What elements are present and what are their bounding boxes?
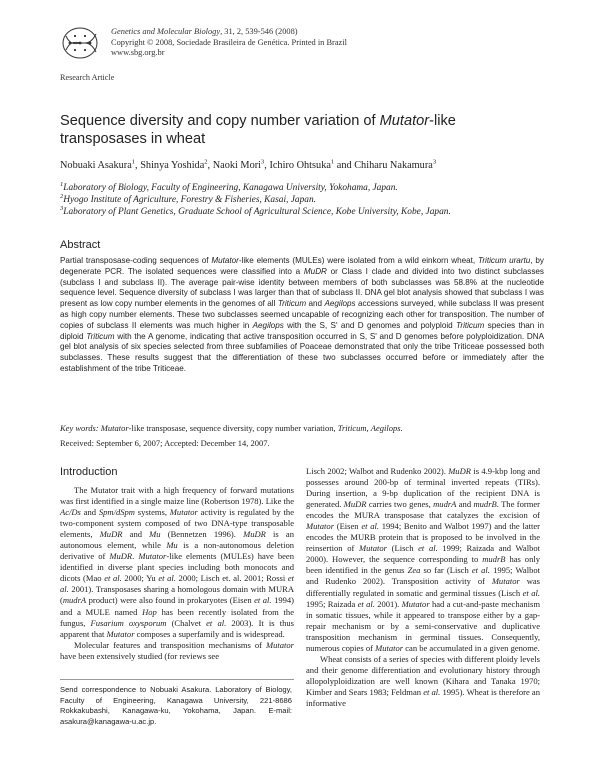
italic-term: Mutator bbox=[306, 521, 335, 532]
text-run: 1994; Benito and Walbot 1997) and the latter encodes the MURB protein that is proposed to be involved in the reinsertion of bbox=[306, 521, 541, 554]
author-affiliation-mark: 3 bbox=[261, 158, 265, 166]
body-paragraph bbox=[60, 640, 294, 662]
text-run: or Class I clade and divided into two distinct subclasses (subclass I and subclass II). The average pair-wise identity between members of both subclasses was 58.8% at the nucleotide sequence level. Sequence diversity of subclass I was larger than that of subclass II. DNA gel blot analysis showed that subclass I was present as low copy number elements in the genomes of all bbox=[60, 266, 544, 309]
text-run: 2001). Transposases sharing a homologous domain with MURA ( bbox=[60, 584, 294, 606]
keywords-text bbox=[101, 423, 403, 433]
text-run: carries two genes, bbox=[366, 499, 434, 510]
affiliation-line bbox=[60, 192, 560, 205]
text-run: had a cut-and-paste mechanism in somatic tissues, while it appeared to transpose either by a gap-repair mechanism or by a semi-conservative and duplicative transposition mechanism in germinal tissues. Consequently, numerous copies of bbox=[306, 598, 541, 653]
title-text-part1: Sequence diversity and copy number variation of bbox=[60, 113, 380, 129]
italic-term: et al. bbox=[357, 598, 375, 609]
body-paragraph bbox=[60, 485, 294, 640]
text-run: -like elements (MULEs) were isolated from a wild einkorn wheat, bbox=[238, 256, 478, 265]
author-separator: and bbox=[334, 160, 355, 171]
italic-term: et al. bbox=[254, 595, 272, 606]
body-paragraph bbox=[306, 466, 540, 654]
abstract-heading: Abstract bbox=[60, 239, 101, 251]
italic-term: et al. bbox=[60, 573, 295, 595]
text-run: activity is regulated by the two-component system composed of two DNA-type transposable elements, bbox=[60, 507, 294, 540]
text-run: with the S, S' and D genomes and polyploid bbox=[283, 320, 456, 330]
journal-name: Genetics and Molecular Biology bbox=[111, 27, 221, 36]
body-paragraph bbox=[306, 654, 540, 709]
affiliation-text: Laboratory of Plant Genetics, Graduate School of Agricultural Science, Kobe University, Kobe, Japan. bbox=[63, 207, 451, 217]
text-run: , by degenerate PCR. The isolated sequences were classified into a bbox=[60, 256, 544, 276]
italic-term: Mutator bbox=[169, 507, 198, 518]
author-separator: , bbox=[264, 160, 270, 171]
author-name: Nobuaki Asakura bbox=[60, 160, 132, 171]
text-run: systems, bbox=[134, 507, 170, 518]
italic-term: et al. bbox=[206, 617, 227, 628]
author-name: Shinya Yoshida bbox=[140, 160, 205, 171]
journal-website-link[interactable]: www.sbg.org.br bbox=[111, 48, 165, 58]
text-run: , bbox=[366, 423, 371, 433]
italic-term: Mutator bbox=[265, 639, 294, 650]
footnote-divider bbox=[60, 679, 294, 680]
text-run: -like transposase, sequence diversity, copy number variation, bbox=[128, 423, 338, 433]
italic-term: Triticum bbox=[86, 331, 115, 341]
text-run: species than in diploid bbox=[60, 320, 544, 341]
text-run: 2000; Yu bbox=[121, 573, 159, 584]
text-run: accessions surveyed, while subclass II was present as high copy number elements. These two subclasses seemed uncapable of recognizing each other for transposition. The number of copies of subclass II elements was much higher in bbox=[60, 299, 544, 330]
affiliation-line bbox=[60, 204, 560, 217]
author-affiliation-mark: 3 bbox=[432, 158, 437, 166]
text-run: 1995). Wheat is therefore an informative bbox=[306, 686, 540, 708]
text-run: 1995; Walbot and Rudenko 2002). Transposition activity of bbox=[306, 565, 541, 587]
text-run: (Lisch bbox=[387, 543, 419, 554]
italic-term: et al. bbox=[423, 686, 441, 697]
text-run: is an autonomous element, while bbox=[60, 529, 294, 551]
article-type-label: Research Article bbox=[60, 73, 115, 82]
text-run: The Mutator trait with a high frequency of forward mutations was first identified in a single maize line (Robertson 1978). Like the bbox=[60, 485, 294, 507]
text-run: and bbox=[122, 529, 150, 540]
author-affiliation-mark: 2 bbox=[204, 158, 208, 166]
italic-term: Mu bbox=[166, 540, 178, 551]
text-run: composes a superfamily and is widespread. bbox=[134, 628, 285, 639]
text-run: Wheat consists of a series of species with different ploidy levels and their genome differentiation and evolutionary history through allopolyploidization are well known (Kihara and Tanaka 1970; Kimber and Sears 1983; Feldman bbox=[306, 653, 540, 697]
article-title bbox=[60, 113, 520, 148]
italic-term: Mutator bbox=[401, 598, 430, 609]
text-run: is 4.9-kbp long and possesses around 200-bp of terminal inverted repeats (TIRs). During insertion, a 9-bp duplication of the recipient DNA is generated. bbox=[306, 466, 540, 510]
text-run: 1999; Raizada and Walbot 2000). However, the sequence corresponding to bbox=[306, 543, 541, 565]
italic-term: mudrA bbox=[433, 499, 457, 510]
italic-term: MuDR bbox=[109, 551, 133, 562]
author-affiliation-mark: 1 bbox=[131, 158, 136, 166]
italic-term: Triticum urartu bbox=[477, 256, 531, 265]
italic-term: Mutator bbox=[100, 423, 129, 433]
italic-term: Aegilops bbox=[370, 423, 401, 433]
text-run: has only been identified in the genus bbox=[306, 554, 540, 576]
author-name: Naoki Mori bbox=[212, 160, 262, 171]
italic-term: Ac/Ds bbox=[60, 507, 81, 518]
italic-term: Mutator bbox=[211, 256, 239, 265]
correspondence-footnote: Send correspondence to Nobuaki Asakura. Laboratory of Biology, Faculty of Engineering, Kanagawa University, 221-8686 Rokkakubashi, Kanagawa-ku, Yokohama, Japan. E-mail: asakura@kanagawa-u.ac.jp. bbox=[60, 685, 292, 726]
italic-term: et al. bbox=[104, 573, 122, 584]
author-name: Ichiro Ohtsuka bbox=[269, 160, 331, 171]
body-column-right bbox=[306, 466, 540, 709]
italic-term: MuDR bbox=[99, 529, 123, 540]
italic-term: Triticum bbox=[456, 320, 485, 330]
italic-term: MuDR bbox=[303, 266, 327, 276]
italic-term: Triticum bbox=[337, 423, 367, 433]
italic-term: et al. bbox=[522, 587, 540, 598]
text-run: and bbox=[306, 299, 325, 309]
text-run: Molecular features and transposition mechanisms of bbox=[74, 639, 266, 650]
affiliation-mark: 1 bbox=[60, 180, 64, 188]
journal-citation: , 31, 2, 539-546 (2008) bbox=[220, 27, 298, 36]
text-run: Lisch 2002; Walbot and Rudenko 2002). bbox=[306, 466, 449, 476]
text-run: 1995; Raizada bbox=[306, 598, 358, 609]
author-separator: , bbox=[135, 160, 141, 171]
author-affiliation-mark: 1 bbox=[330, 158, 335, 166]
italic-term: MuDR bbox=[343, 499, 367, 510]
italic-term: et al. bbox=[418, 543, 438, 554]
italic-term: Aegilops bbox=[324, 299, 356, 309]
author-separator: , bbox=[207, 160, 213, 171]
text-run: is a non-autonomous deletion derivative of bbox=[60, 540, 294, 562]
text-run: . The former encodes the MURA transposase that catalyzes the excision of bbox=[306, 499, 540, 521]
text-run: . bbox=[132, 551, 139, 562]
italic-term: Fusarium oxysporum bbox=[90, 617, 167, 628]
italic-term: Mutator bbox=[106, 628, 135, 639]
author-list bbox=[60, 160, 560, 171]
affiliation-text: Hyogo Institute of Agriculture, Forestry & Fisheries, Kasai, Japan. bbox=[63, 195, 317, 205]
text-run: 2001). bbox=[374, 598, 402, 609]
body-column-left bbox=[60, 485, 294, 662]
introduction-heading: Introduction bbox=[60, 466, 118, 478]
italic-term: Aegilops bbox=[252, 320, 284, 330]
italic-term: Mu bbox=[149, 529, 161, 540]
text-run: -like elements (MULEs) have been identified in diverse plant species including both monocots and dicots (Mao bbox=[60, 551, 294, 584]
affiliation-text: Laboratory of Biology, Faculty of Engineering, Kanagawa University, Yokohama, Japan. bbox=[63, 183, 398, 193]
text-run: have been extensively studied (for reviews see bbox=[60, 650, 220, 661]
italic-term: mudrB bbox=[473, 499, 497, 510]
text-run: . bbox=[400, 423, 403, 433]
italic-term: Mutator bbox=[491, 576, 520, 587]
sbg-logo-icon bbox=[60, 24, 104, 62]
italic-term: Mutator bbox=[358, 543, 387, 554]
italic-term: mudrA bbox=[62, 595, 87, 606]
text-run: (Chalvet bbox=[166, 617, 207, 628]
title-text-italic: Mutator bbox=[379, 113, 430, 129]
keywords-line bbox=[60, 423, 544, 433]
italic-term: Mutator bbox=[375, 642, 404, 653]
italic-term: Spm/dSpm bbox=[98, 507, 135, 518]
affiliation-mark: 3 bbox=[60, 204, 64, 212]
author-name: Chiharu Nakamura bbox=[354, 160, 433, 171]
text-run: can be accumulated in a given genome. bbox=[403, 642, 540, 653]
italic-term: et al. bbox=[471, 565, 490, 576]
italic-term: et al. bbox=[158, 573, 176, 584]
italic-term: Triticum bbox=[277, 299, 307, 309]
text-run: so far (Lisch bbox=[420, 565, 472, 576]
title-text-part2: -like transposases in wheat bbox=[60, 113, 456, 147]
abstract-body bbox=[60, 256, 544, 375]
text-run: was differentially regulated in somatic and germinal tissues (Lisch bbox=[306, 576, 540, 598]
text-run: 1994) and a MULE named bbox=[60, 595, 295, 617]
text-run: 2003). It is thus apparent that bbox=[60, 617, 295, 639]
copyright-line: Copyright © 2008, Sociedade Brasileira de Genética. Printed in Brazil bbox=[111, 37, 347, 47]
italic-term: MuDR bbox=[243, 529, 266, 540]
text-run: Partial transposase-coding sequences of bbox=[60, 256, 212, 265]
text-run: 2000; Lisch et. al. 2001; Rossi bbox=[175, 573, 288, 584]
italic-term: MuDR bbox=[448, 466, 471, 476]
journal-header bbox=[111, 27, 347, 59]
text-run: has been recently isolated from the fungus, bbox=[60, 606, 294, 628]
keywords-label: Key words: bbox=[60, 423, 101, 433]
text-run: with the A genome, indicating that active transposition occurred in S, S' and D genomes before polyploidization. DNA gel blot analysis of six species selected from three subfamilies of Poaceae demonstrated that only the tribe Triticeae possessed both subclasses. These results suggest that the differentiation of these two subclasses occurred before or immediately after the establishment of the tribe Triticeae. bbox=[60, 331, 544, 373]
text-run: (Bennetzen 1996). bbox=[160, 529, 244, 540]
affiliation-line bbox=[60, 180, 560, 193]
text-run: (Eisen bbox=[334, 521, 362, 532]
italic-term: et al. bbox=[361, 521, 379, 532]
italic-term: mudrB bbox=[482, 554, 506, 565]
italic-term: Mutator bbox=[138, 551, 167, 562]
text-run: product) were also found in prokaryotes (Eisen bbox=[86, 595, 255, 606]
text-run: and bbox=[456, 499, 474, 510]
affiliation-mark: 2 bbox=[60, 192, 64, 200]
received-dates: Received: September 6, 2007; Accepted: December 14, 2007. bbox=[60, 438, 270, 448]
italic-term: Zea bbox=[407, 565, 421, 576]
italic-term: Hop bbox=[142, 606, 157, 617]
text-run: and bbox=[80, 507, 99, 518]
